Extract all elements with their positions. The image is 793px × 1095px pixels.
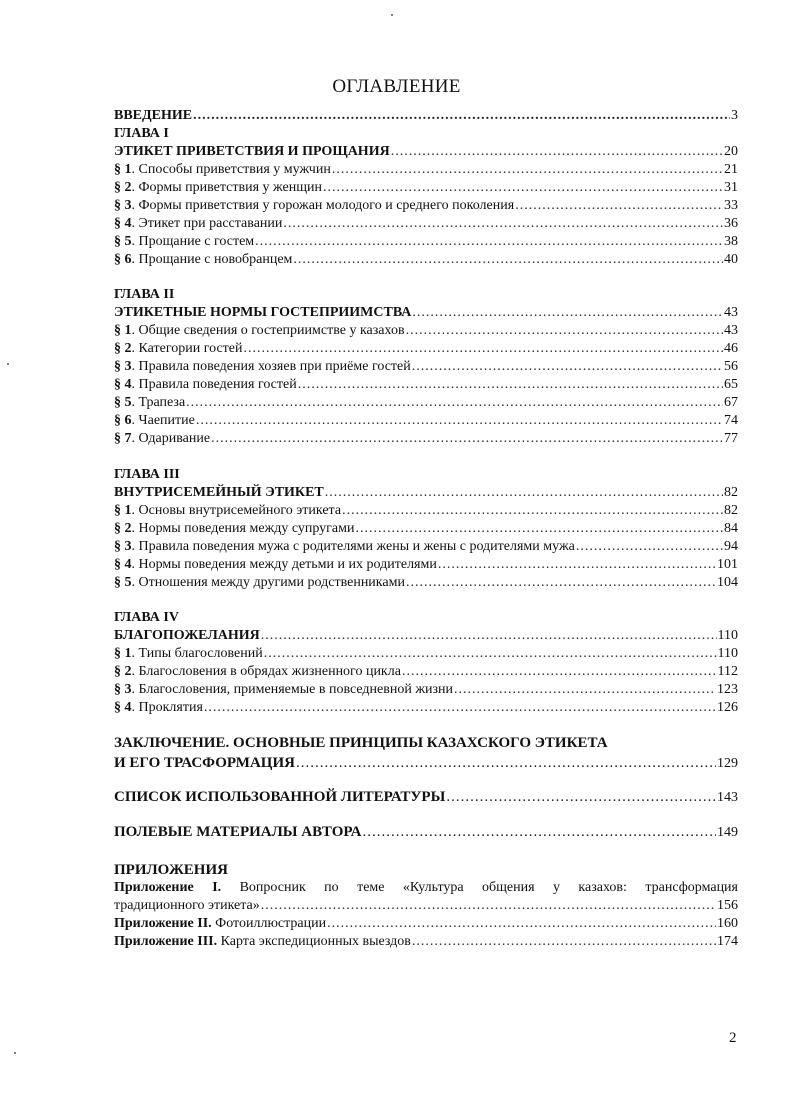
dot-leader bbox=[576, 538, 723, 556]
page-ref: 129 bbox=[717, 756, 738, 771]
section-number: § 2 bbox=[114, 664, 132, 679]
toc-block-conclusion bbox=[114, 733, 738, 773]
page-ref: 156 bbox=[717, 898, 738, 913]
page-ref: 33 bbox=[724, 198, 738, 213]
page-ref: 101 bbox=[717, 557, 738, 572]
page-ref: 110 bbox=[717, 628, 738, 643]
dot-leader bbox=[446, 787, 716, 807]
appendix-title: Вопросник по теме «Культура общения у казахов: трансформация bbox=[221, 880, 738, 895]
conclusion-title-line1: ЗАКЛЮЧЕНИЕ. ОСНОВНЫЕ ПРИНЦИПЫ КАЗАХСКОГО ЭТИКЕТА bbox=[114, 735, 608, 751]
dot-leader bbox=[211, 430, 723, 448]
dot-leader bbox=[515, 197, 723, 215]
dot-leader bbox=[412, 358, 723, 376]
toc-entry-section[interactable] bbox=[114, 340, 738, 358]
dot-leader bbox=[293, 251, 723, 269]
section-title: . Отношения между другими родственниками bbox=[131, 575, 405, 590]
toc-entry-section[interactable] bbox=[114, 520, 738, 538]
toc-entry-section[interactable] bbox=[114, 645, 738, 663]
scan-speck bbox=[391, 14, 393, 16]
page-title: ОГЛАВЛЕНИЕ bbox=[332, 76, 461, 97]
section-number: § 6 bbox=[114, 413, 132, 428]
appendix-title: Карта экспедиционных выездов bbox=[217, 934, 411, 949]
dot-leader bbox=[261, 627, 717, 645]
dot-leader bbox=[412, 304, 723, 322]
section-number: § 3 bbox=[114, 198, 132, 213]
page-ref: 43 bbox=[724, 323, 738, 338]
toc-entry-chapter-title[interactable] bbox=[114, 484, 738, 502]
dot-leader bbox=[296, 753, 716, 773]
dot-leader bbox=[406, 574, 716, 592]
toc-entry-appendix-3[interactable] bbox=[114, 933, 738, 951]
page-ref: 36 bbox=[724, 216, 738, 231]
toc-entry-section[interactable] bbox=[114, 502, 738, 520]
section-title: . Типы благословений bbox=[131, 646, 263, 661]
section-number: § 5 bbox=[114, 575, 132, 590]
toc-block-bibliography bbox=[114, 787, 738, 807]
field-materials-title: ПОЛЕВЫЕ МАТЕРИАЛЫ АВТОРА bbox=[114, 824, 362, 840]
appendix-label: Приложение III. bbox=[114, 934, 218, 949]
toc-entry-chapter-title[interactable] bbox=[114, 304, 738, 322]
chapter-heading: ГЛАВА IV bbox=[114, 610, 179, 625]
dot-leader bbox=[186, 394, 723, 412]
appendix-title-cont: традиционного этикета» bbox=[114, 898, 260, 913]
section-title: . Формы приветствия у горожан молодого и среднего поколения bbox=[131, 198, 515, 213]
dot-leader bbox=[406, 322, 723, 340]
toc-entry-section[interactable] bbox=[114, 412, 738, 430]
dot-leader bbox=[196, 412, 723, 430]
page-ref: 82 bbox=[724, 503, 738, 518]
toc-entry-section[interactable] bbox=[114, 681, 738, 699]
toc-block-field-materials bbox=[114, 822, 738, 842]
chapter-heading: ГЛАВА I bbox=[114, 126, 169, 141]
chapter-title: ЭТИКЕТНЫЕ НОРМЫ ГОСТЕПРИИМСТВА bbox=[114, 305, 412, 320]
toc-entry-appendix-1-line1[interactable] bbox=[114, 879, 738, 897]
appendices-heading: ПРИЛОЖЕНИЯ bbox=[114, 862, 228, 878]
appendix-label: Приложение I. bbox=[114, 880, 222, 895]
scan-speck bbox=[14, 1052, 16, 1054]
section-title: . Проклятия bbox=[131, 700, 203, 715]
dot-leader bbox=[391, 143, 723, 161]
section-number: § 2 bbox=[114, 180, 132, 195]
toc-entry-conclusion[interactable] bbox=[114, 753, 738, 773]
page-ref: 31 bbox=[724, 180, 738, 195]
section-number: § 4 bbox=[114, 700, 132, 715]
dot-leader bbox=[454, 681, 716, 699]
toc-entry-chapter-title[interactable] bbox=[114, 143, 738, 161]
toc-entry-section[interactable] bbox=[114, 215, 738, 233]
toc-entry-section[interactable] bbox=[114, 251, 738, 269]
toc-entry-section[interactable] bbox=[114, 358, 738, 376]
chapter-heading: ГЛАВА II bbox=[114, 287, 175, 302]
page-ref: 149 bbox=[717, 825, 738, 840]
chapter-title: ЭТИКЕТ ПРИВЕТСТВИЯ И ПРОЩАНИЯ bbox=[114, 144, 390, 159]
toc-entry-section[interactable] bbox=[114, 556, 738, 574]
dot-leader bbox=[342, 502, 723, 520]
dot-leader bbox=[332, 161, 723, 179]
section-number: § 2 bbox=[114, 521, 132, 536]
dot-leader bbox=[193, 107, 730, 125]
page-ref: 38 bbox=[724, 234, 738, 249]
page-ref: 74 bbox=[724, 413, 738, 428]
page-ref: 126 bbox=[717, 700, 738, 715]
section-title: . Одаривание bbox=[131, 431, 211, 446]
page-ref: 3 bbox=[731, 108, 738, 123]
page-ref: 77 bbox=[724, 431, 738, 446]
dot-leader bbox=[327, 915, 716, 933]
toc-block-chapter-3 bbox=[114, 466, 738, 592]
toc-block-appendices bbox=[114, 861, 738, 951]
toc-entry-section[interactable] bbox=[114, 179, 738, 197]
toc-entry-appendix-2[interactable] bbox=[114, 915, 738, 933]
toc-entry-section[interactable] bbox=[114, 322, 738, 340]
page-ref: 21 bbox=[724, 162, 738, 177]
page-ref: 82 bbox=[724, 485, 738, 500]
dot-leader bbox=[298, 376, 723, 394]
section-number: § 1 bbox=[114, 162, 132, 177]
toc-entry-chapter-title[interactable] bbox=[114, 627, 738, 645]
section-number: § 6 bbox=[114, 252, 132, 267]
dot-leader bbox=[264, 645, 717, 663]
dot-leader bbox=[356, 520, 724, 538]
section-title: . Трапеза bbox=[131, 395, 186, 410]
toc-entry-section[interactable] bbox=[114, 161, 738, 179]
page-ref: 20 bbox=[724, 144, 738, 159]
section-number: § 1 bbox=[114, 503, 132, 518]
appendix-title: Фотоиллюстрации bbox=[211, 916, 327, 931]
page-number: 2 bbox=[729, 1030, 737, 1046]
dot-leader bbox=[261, 897, 716, 915]
section-title: . Общие сведения о гостеприимстве у казахов bbox=[131, 323, 405, 338]
toc-entry-section[interactable] bbox=[114, 663, 738, 681]
section-number: § 3 bbox=[114, 359, 132, 374]
toc-entry-section[interactable] bbox=[114, 430, 738, 448]
toc-entry-section[interactable] bbox=[114, 574, 738, 592]
scan-speck bbox=[7, 363, 9, 365]
conclusion-title-line2: И ЕГО ТРАСФОРМАЦИЯ bbox=[114, 755, 295, 771]
section-number: § 4 bbox=[114, 557, 132, 572]
page-ref: 46 bbox=[724, 341, 738, 356]
dot-leader bbox=[204, 699, 716, 717]
page-ref: 143 bbox=[717, 790, 738, 805]
section-number: § 3 bbox=[114, 539, 132, 554]
toc-entry-field-materials[interactable] bbox=[114, 822, 738, 842]
chapter-heading: ГЛАВА III bbox=[114, 467, 180, 482]
section-number: § 4 bbox=[114, 216, 132, 231]
page-ref: 94 bbox=[724, 539, 738, 554]
bibliography-title: СПИСОК ИСПОЛЬЗОВАННОЙ ЛИТЕРАТУРЫ bbox=[114, 789, 446, 805]
dot-leader bbox=[255, 233, 723, 251]
section-number: § 1 bbox=[114, 323, 132, 338]
section-title: . Правила поведения хозяев при приёме гостей bbox=[131, 359, 411, 374]
section-title: . Благословения, применяемые в повседневной жизни bbox=[131, 682, 453, 697]
page-ref: 40 bbox=[724, 252, 738, 267]
toc-entry-section[interactable] bbox=[114, 233, 738, 251]
entry-label: ВВЕДЕНИЕ bbox=[114, 108, 193, 123]
dot-leader bbox=[325, 484, 723, 502]
chapter-title: ВНУТРИСЕМЕЙНЫЙ ЭТИКЕТ bbox=[114, 485, 324, 500]
toc-entry-section[interactable] bbox=[114, 394, 738, 412]
page-ref: 67 bbox=[724, 395, 738, 410]
section-number: § 3 bbox=[114, 682, 132, 697]
section-title: . Правила поведения гостей bbox=[131, 377, 297, 392]
page-ref: 112 bbox=[717, 664, 738, 679]
toc-block-chapter-2 bbox=[114, 286, 738, 448]
page-ref: 160 bbox=[717, 916, 738, 931]
section-title: . Нормы поведения между детьми и их родителями bbox=[131, 557, 437, 572]
toc-entry-bibliography[interactable] bbox=[114, 787, 738, 807]
section-number: § 1 bbox=[114, 646, 132, 661]
page-ref: 56 bbox=[724, 359, 738, 374]
section-title: . Основы внутрисемейного этикета bbox=[131, 503, 342, 518]
section-title: . Способы приветствия у мужчин bbox=[131, 162, 331, 177]
section-title: . Благословения в обрядах жизненного цикла bbox=[131, 664, 401, 679]
section-number: § 4 bbox=[114, 377, 132, 392]
dot-leader bbox=[438, 556, 716, 574]
toc-entry-introduction[interactable] bbox=[114, 107, 738, 125]
page-ref: 43 bbox=[724, 305, 738, 320]
dot-leader bbox=[244, 340, 724, 358]
toc-entry-section[interactable] bbox=[114, 699, 738, 717]
toc-entry-appendix-1-line2[interactable] bbox=[114, 897, 738, 915]
appendix-label: Приложение II. bbox=[114, 916, 212, 931]
toc-entry-section[interactable] bbox=[114, 538, 738, 556]
toc-entry-section[interactable] bbox=[114, 197, 738, 215]
section-title: . Нормы поведения между супругами bbox=[131, 521, 355, 536]
chapter-title: БЛАГОПОЖЕЛАНИЯ bbox=[114, 628, 260, 643]
section-title: . Категории гостей bbox=[131, 341, 243, 356]
section-title: . Чаепитие bbox=[131, 413, 195, 428]
dot-leader bbox=[402, 663, 717, 681]
section-title: . Прощание с гостем bbox=[131, 234, 255, 249]
page-ref: 123 bbox=[717, 682, 738, 697]
page-ref: 104 bbox=[717, 575, 738, 590]
toc-block-chapter-4 bbox=[114, 609, 738, 717]
section-number: § 2 bbox=[114, 341, 132, 356]
section-title: . Этикет при расставании bbox=[131, 216, 283, 231]
section-number: § 5 bbox=[114, 234, 132, 249]
section-title: . Прощание с новобранцем bbox=[131, 252, 293, 267]
toc-entry-section[interactable] bbox=[114, 376, 738, 394]
page-ref: 84 bbox=[724, 521, 738, 536]
dot-leader bbox=[412, 933, 716, 951]
dot-leader bbox=[283, 215, 723, 233]
section-number: § 5 bbox=[114, 395, 132, 410]
section-title: . Формы приветствия у женщин bbox=[131, 180, 322, 195]
page-ref: 174 bbox=[717, 934, 738, 949]
section-number: § 7 bbox=[114, 431, 132, 446]
toc-block-intro-chapter-1 bbox=[114, 107, 738, 269]
dot-leader bbox=[362, 822, 716, 842]
section-title: . Правила поведения мужа с родителями жены и жены с родителями мужа bbox=[131, 539, 575, 554]
page-ref: 65 bbox=[724, 377, 738, 392]
dot-leader bbox=[323, 179, 723, 197]
page-ref: 110 bbox=[717, 646, 738, 661]
